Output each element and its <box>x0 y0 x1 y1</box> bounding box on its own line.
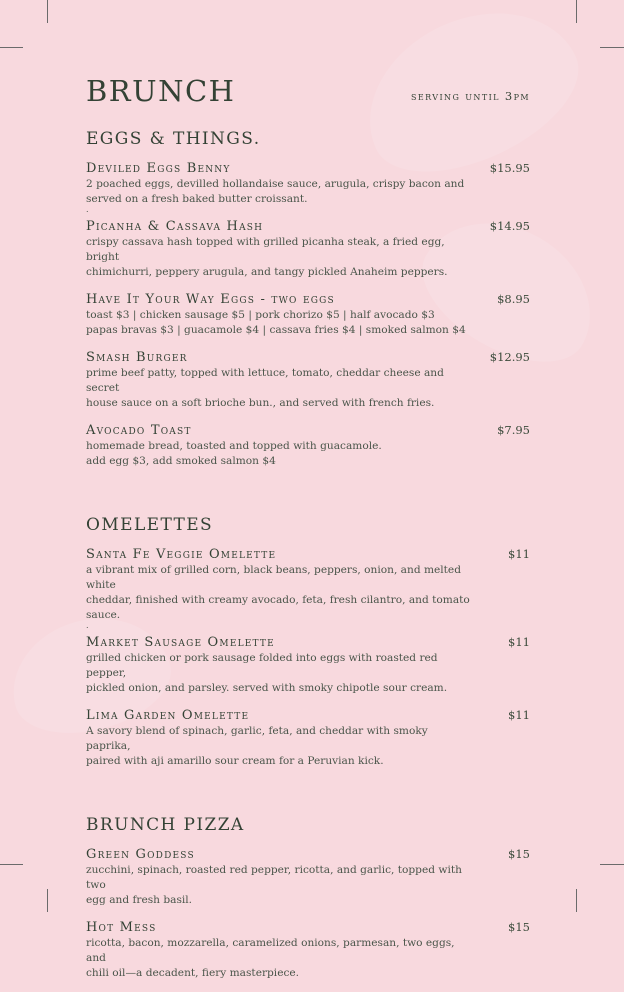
menu-item <box>86 919 532 981</box>
crop-mark <box>47 0 48 23</box>
item-name: Green Goddess <box>86 847 195 862</box>
item-description <box>86 724 466 769</box>
description-line: grilled chicken or pork sausage folded into eggs with roasted red pepper, <box>86 652 438 679</box>
description-line: prime beef patty, topped with lettuce, tomato, cheddar cheese and secret <box>86 367 444 394</box>
item-name: Lima Garden Omelette <box>86 708 250 723</box>
description-line: cheddar, finished with creamy avocado, feta, fresh cilantro, and tomato sauce. <box>86 594 470 621</box>
stray-mark: . <box>86 621 89 630</box>
section-heading: OMELETTES <box>86 515 214 535</box>
item-price: $15 <box>508 920 530 934</box>
item-price: $11 <box>508 635 530 649</box>
item-name: Have It Your Way Eggs - two eggs <box>86 292 335 307</box>
stray-mark: . <box>86 205 89 214</box>
item-description <box>86 177 466 207</box>
description-line: house sauce on a soft brioche bun., and served with french fries. <box>86 397 435 409</box>
item-price: $14.95 <box>489 219 530 233</box>
item-name: Smash Burger <box>86 350 188 365</box>
item-price: $11 <box>508 708 530 722</box>
menu-item <box>86 707 532 769</box>
menu-item <box>86 349 532 411</box>
menu-item <box>86 546 532 629</box>
description-line: zucchini, spinach, roasted red pepper, ricotta, and garlic, topped with two <box>86 864 462 891</box>
section-eggs-and-things <box>86 128 532 469</box>
item-price: $11 <box>508 547 530 561</box>
serving-hours: serving until 3pm <box>411 89 530 103</box>
description-line: egg and fresh basil. <box>86 894 193 906</box>
menu-item <box>86 160 532 213</box>
item-name: Avocado Toast <box>86 423 192 438</box>
description-line: a vibrant mix of grilled corn, black beans, peppers, onion, and melted white <box>86 564 461 591</box>
menu-item <box>86 291 532 338</box>
section-omelettes <box>86 514 532 769</box>
description-line: paired with aji amarillo sour cream for a Peruvian kick. <box>86 755 384 767</box>
item-price: $8.95 <box>497 292 530 306</box>
item-description <box>86 366 466 411</box>
description-line: A savory blend of spinach, garlic, feta, and cheddar with smoky paprika, <box>86 725 428 752</box>
menu-item <box>86 422 532 469</box>
item-price: $7.95 <box>497 423 530 437</box>
description-line: pickled onion, and parsley. served with smoky chipotle sour cream. <box>86 682 448 694</box>
item-price: $15.95 <box>489 161 530 175</box>
crop-mark <box>0 864 23 865</box>
description-line: ricotta, bacon, mozzarella, caramelized onions, parmesan, two eggs, and <box>86 937 455 964</box>
item-name: Market Sausage Omelette <box>86 635 275 650</box>
description-line: papas bravas $3 | guacamole $4 | cassava fries $4 | smoked salmon $4 <box>86 324 466 336</box>
item-price: $15 <box>508 847 530 861</box>
item-description <box>86 235 466 280</box>
description-line: served on a fresh baked butter croissant. <box>86 193 308 205</box>
menu-page <box>86 70 532 992</box>
section-heading: EGGS & THINGS. <box>86 129 261 149</box>
item-price: $12.95 <box>489 350 530 364</box>
item-description <box>86 308 466 338</box>
section-heading: BRUNCH PIZZA <box>86 815 245 835</box>
item-description <box>86 863 466 908</box>
description-line: 2 poached eggs, devilled hollandaise sauce, arugula, crispy bacon and <box>86 178 465 190</box>
crop-mark <box>600 47 624 48</box>
description-line: homemade bread, toasted and topped with guacamole. <box>86 440 382 452</box>
crop-mark <box>576 0 577 23</box>
menu-header <box>86 70 532 118</box>
item-name: Hot Mess <box>86 920 157 935</box>
description-line: add egg $3, add smoked salmon $4 <box>86 455 276 467</box>
description-line: crispy cassava hash topped with grilled picanha steak, a fried egg, bright <box>86 236 445 263</box>
crop-mark <box>0 47 23 48</box>
description-line: chili oil—a decadent, fiery masterpiece. <box>86 967 300 979</box>
crop-mark <box>47 889 48 912</box>
item-description <box>86 563 486 623</box>
description-line: chimichurri, peppery arugula, and tangy pickled Anaheim peppers. <box>86 266 448 278</box>
menu-title: BRUNCH <box>86 74 236 108</box>
item-description <box>86 936 466 981</box>
crop-mark <box>576 889 577 912</box>
item-description <box>86 439 466 469</box>
section-brunch-pizza <box>86 814 532 981</box>
menu-item <box>86 846 532 908</box>
item-name: Picanha & Cassava Hash <box>86 219 264 234</box>
item-name: Santa Fe Veggie Omelette <box>86 547 277 562</box>
menu-item <box>86 634 532 696</box>
description-line: toast $3 | chicken sausage $5 | pork chorizo $5 | half avocado $3 <box>86 309 435 321</box>
item-description <box>86 651 466 696</box>
menu-item <box>86 218 532 280</box>
item-name: Deviled Eggs Benny <box>86 161 231 176</box>
crop-mark <box>600 864 624 865</box>
